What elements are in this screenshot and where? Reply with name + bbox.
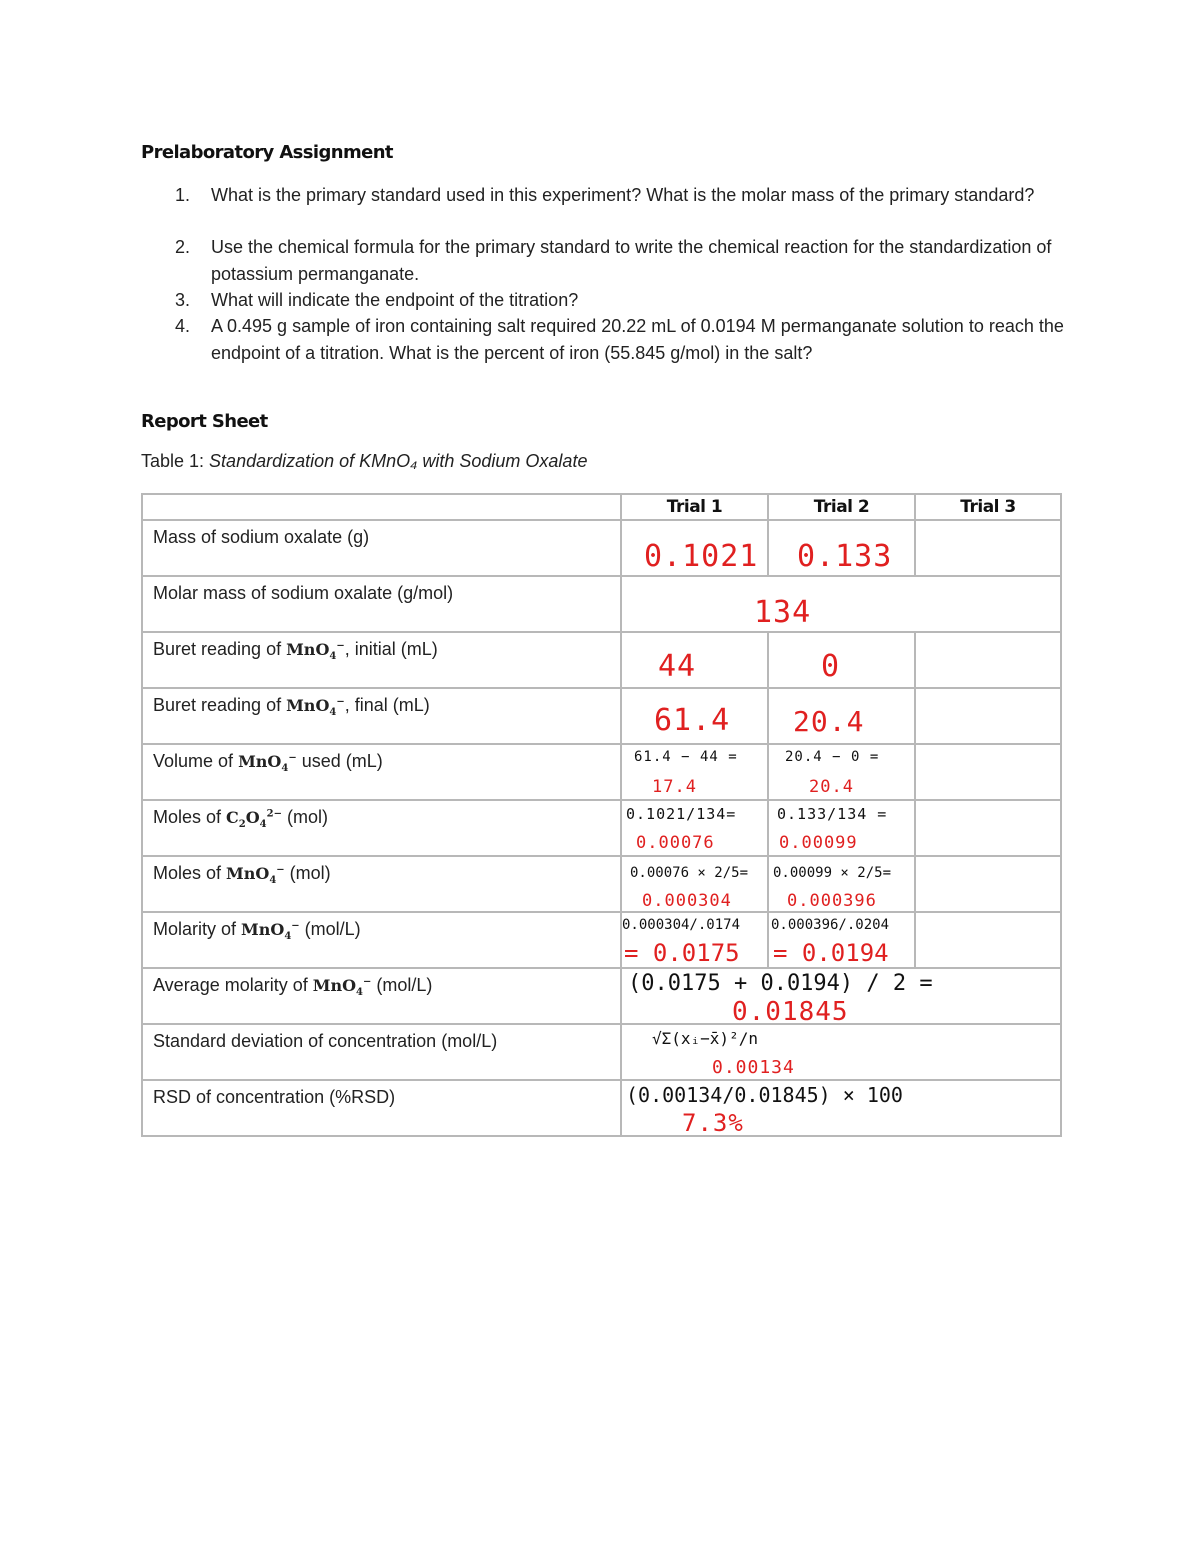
cell-molar-mass (621, 576, 1061, 632)
caption-prefix: Table 1: (141, 451, 210, 471)
table-row (142, 912, 1061, 968)
table-caption (141, 451, 587, 472)
row-label (142, 688, 621, 744)
permanganate-formula: MnO$_4$− (286, 696, 345, 719)
cell-volume-trial-2 (768, 744, 915, 800)
cell-mass-trial-3 (915, 520, 1061, 576)
oxalate-formula: $C_2O_4^{2-}$ (226, 808, 282, 831)
handwritten-value: 134 (754, 595, 812, 630)
handwritten-value: 44 (658, 649, 697, 684)
row-label (142, 912, 621, 968)
question-number: 4. (175, 316, 191, 336)
cell-initial-trial-1 (621, 632, 768, 688)
permanganate-formula: MnO$_4$− (286, 640, 345, 663)
row-label: Mass of sodium oxalate (g) (142, 520, 621, 576)
handwritten-work: (0.00134/0.01845) × 100 (626, 1083, 903, 1107)
handwritten-work: 0.000396/.0204 (771, 917, 890, 933)
permanganate-formula: MnO$_4$− (238, 752, 297, 775)
cell-initial-trial-2 (768, 632, 915, 688)
handwritten-value: 0.000396 (787, 891, 877, 911)
label-text: (mol/L) (371, 975, 433, 995)
handwritten-value: 17.4 (652, 777, 697, 797)
permanganate-formula: MnO$_4$− (312, 976, 372, 999)
table-row (142, 1080, 1061, 1136)
table-row (142, 744, 1061, 800)
handwritten-work: 0.1021/134= (626, 805, 737, 823)
handwritten-work: √Σ(xᵢ−x̄)²/n (652, 1029, 758, 1048)
handwritten-value: 0 (821, 649, 841, 684)
handwritten-value: 61.4 (654, 703, 731, 738)
cell-final-trial-1 (621, 688, 768, 744)
cell-permanganate-moles-trial-1 (621, 856, 768, 912)
label-text: Volume of (153, 751, 239, 771)
cell-final-trial-2 (768, 688, 915, 744)
header-trial-2: Trial 2 (768, 494, 915, 520)
cell-mass-trial-2 (768, 520, 915, 576)
label-text: , final (mL) (344, 695, 430, 715)
label-text: Buret reading of (153, 639, 287, 659)
row-label (142, 968, 621, 1024)
label-text: Moles of (153, 807, 227, 827)
cell-mass-trial-1 (621, 520, 768, 576)
handwritten-value: 20.4 (809, 777, 854, 797)
handwritten-value: 7.3% (682, 1109, 744, 1137)
cell-volume-trial-3 (915, 744, 1061, 800)
label-text: (mol) (281, 807, 328, 827)
cell-permanganate-moles-trial-2 (768, 856, 915, 912)
header-trial-3: Trial 3 (915, 494, 1061, 520)
permanganate-formula: MnO$_4$− (241, 920, 300, 943)
row-label (142, 632, 621, 688)
cell-standard-deviation (621, 1024, 1061, 1080)
handwritten-value: = 0.0175 (624, 939, 740, 967)
handwritten-value: 0.00134 (712, 1057, 795, 1078)
question-text: What will indicate the endpoint of the titration? (211, 290, 579, 310)
label-text: (mol) (284, 863, 331, 883)
question-number: 2. (175, 237, 191, 257)
label-text: Buret reading of (153, 695, 287, 715)
cell-molarity-trial-1 (621, 912, 768, 968)
cell-permanganate-moles-trial-3 (915, 856, 1061, 912)
table-row (142, 800, 1061, 856)
handwritten-work: 0.133/134 = (777, 805, 888, 823)
header-blank (142, 494, 621, 520)
prelab-heading: Prelaboratory Assignment (141, 142, 393, 163)
standardization-table (141, 493, 1062, 1137)
table-row (142, 520, 1061, 576)
label-text: (mol/L) (299, 919, 361, 939)
table-row (142, 968, 1061, 1024)
handwritten-work: 0.00076 × 2/5= (630, 865, 749, 881)
header-trial-1: Trial 1 (621, 494, 768, 520)
handwritten-work: 61.4 − 44 = (634, 749, 738, 765)
row-label (142, 800, 621, 856)
handwritten-value: 0.00076 (636, 833, 715, 853)
handwritten-value: 0.00099 (779, 833, 858, 853)
question-text: What is the primary standard used in this experiment? What is the molar mass of the primary standard? (211, 185, 1035, 205)
table-row (142, 856, 1061, 912)
prelab-question-1 (175, 182, 1075, 235)
cell-final-trial-3 (915, 688, 1061, 744)
permanganate-formula: MnO$_4$− (226, 864, 285, 887)
header-row (142, 494, 1061, 520)
report-heading: Report Sheet (141, 411, 268, 432)
handwritten-work: 20.4 − 0 = (785, 749, 880, 765)
question-text: Use the chemical formula for the primary standard to write the chemical reaction for the standardization of potassium permanganate. (211, 237, 1052, 284)
label-text: Moles of (153, 863, 227, 883)
cell-average-molarity (621, 968, 1061, 1027)
row-label (142, 744, 621, 800)
question-text: A 0.495 g sample of iron containing salt required 20.22 mL of 0.0194 M permanganate solution to reach the endpoint of a titration. What is the percent of iron (55.845 g/mol) in the salt? (211, 316, 1064, 363)
cell-oxalate-moles-trial-3 (915, 800, 1061, 856)
table-row (142, 688, 1061, 744)
label-text: , initial (mL) (344, 639, 438, 659)
handwritten-value: 20.4 (793, 705, 865, 738)
handwritten-work: (0.0175 + 0.0194) / 2 = (628, 971, 933, 996)
row-label: Molar mass of sodium oxalate (g/mol) (142, 576, 621, 632)
cell-oxalate-moles-trial-1 (621, 800, 768, 856)
label-text: used (mL) (296, 751, 383, 771)
handwritten-value: 0.1021 (644, 539, 759, 574)
handwritten-work: 0.000304/.0174 (622, 917, 741, 933)
cell-molarity-trial-2 (768, 912, 915, 968)
cell-oxalate-moles-trial-2 (768, 800, 915, 856)
caption-title: Standardization of KMnO₄ with Sodium Oxalate (209, 451, 588, 471)
label-text: Average molarity of (153, 975, 313, 995)
question-number: 1. (175, 185, 191, 205)
table-row (142, 576, 1061, 632)
handwritten-value: 0.01845 (732, 997, 849, 1027)
prelab-question-2 (175, 234, 1075, 287)
handwritten-value: 0.000304 (642, 891, 732, 911)
cell-volume-trial-1 (621, 744, 768, 800)
cell-initial-trial-3 (915, 632, 1061, 688)
cell-rsd (621, 1080, 1061, 1136)
table-row (142, 1024, 1061, 1080)
row-label (142, 856, 621, 912)
question-number: 3. (175, 290, 191, 310)
handwritten-work: 0.00099 × 2/5= (773, 865, 892, 881)
handwritten-value: = 0.0194 (773, 939, 889, 967)
cell-molarity-trial-3 (915, 912, 1061, 968)
table-row (142, 632, 1061, 688)
row-label: Standard deviation of concentration (mol/L) (142, 1024, 621, 1080)
prelab-question-4 (175, 313, 1075, 393)
label-text: Molarity of (153, 919, 242, 939)
handwritten-value: 0.133 (797, 539, 893, 574)
prelab-question-3 (175, 287, 1075, 314)
row-label: RSD of concentration (%RSD) (142, 1080, 621, 1136)
